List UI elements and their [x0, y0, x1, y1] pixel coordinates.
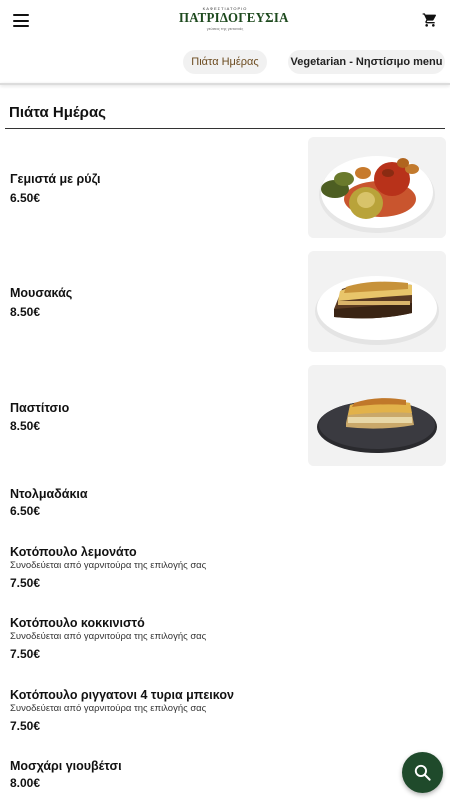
hamburger-menu-icon[interactable]: [13, 14, 29, 27]
logo-text: ΠΑΤΡΙΔΟΓΕΥΣΙΑ: [179, 11, 289, 26]
item-name: Γεμιστά με ρύζι: [10, 172, 101, 186]
item-price: 6.50€: [10, 504, 41, 518]
item-price: 7.50€: [10, 647, 41, 661]
menu-item-moussakas[interactable]: [0, 251, 450, 352]
item-description: Συνοδεύεται από γαρνιτούρα της επιλογής σας: [10, 560, 207, 571]
menu-item-kotopoulo-rigatoni[interactable]: [0, 685, 450, 735]
search-icon: [413, 763, 432, 782]
item-description: Συνοδεύεται από γαρνιτούρα της επιλογής σας: [10, 703, 207, 714]
section-divider: [5, 128, 445, 129]
item-price: 7.50€: [10, 719, 41, 733]
item-name: Μοσχάρι γιουβέτσι: [10, 759, 122, 773]
search-button[interactable]: [402, 752, 443, 793]
tab-vegetarian-menu[interactable]: Vegetarian - Νηστίσιμο menu: [288, 50, 445, 74]
menu-item-moschari-giouvetsi[interactable]: [0, 756, 450, 796]
tab-piata-imeras[interactable]: Πιάτα Ημέρας: [183, 50, 267, 74]
top-app-bar: [0, 0, 450, 42]
item-price: 8.00€: [10, 776, 41, 790]
restaurant-logo[interactable]: [175, 6, 289, 36]
item-name: Κοτόπουλο ριγγατονι 4 τυρια μπεικον: [10, 688, 234, 702]
item-price: 6.50€: [10, 191, 41, 205]
item-name: Κοτόπουλο λεμονάτο: [10, 545, 137, 559]
moussaka-photo: [308, 251, 446, 352]
menu-item-kotopoulo-lemonato[interactable]: [0, 542, 450, 592]
logo-subtitle: ΚΑΦΕΣΤΙΑΤΟΡΙΟ: [202, 6, 248, 11]
logo-tagline: γεύσεις της γειτονιάς: [206, 26, 244, 31]
item-price: 7.50€: [10, 576, 41, 590]
menu-item-ntolmadakia[interactable]: [0, 484, 450, 524]
menu-item-pastitsio[interactable]: [0, 365, 450, 466]
item-description: Συνοδεύεται από γαρνιτούρα της επιλογής σας: [10, 631, 207, 642]
item-price: 8.50€: [10, 305, 41, 319]
item-name: Κοτόπουλο κοκκινιστό: [10, 616, 145, 630]
menu-item-gemista[interactable]: [0, 137, 450, 238]
header-divider: [0, 83, 450, 85]
item-name: Παστίτσιο: [10, 401, 70, 415]
stuffed-vegetables-photo: [308, 137, 446, 238]
section-title: Πιάτα Ημέρας: [9, 104, 106, 121]
menu-item-kotopoulo-kokkinisto[interactable]: [0, 613, 450, 663]
category-tabs: [0, 50, 450, 76]
item-price: 8.50€: [10, 419, 41, 433]
item-name: Μουσακάς: [10, 286, 73, 300]
pastitsio-photo: [308, 365, 446, 466]
shopping-cart-icon[interactable]: [422, 12, 438, 28]
item-name: Ντολμαδάκια: [10, 487, 88, 501]
